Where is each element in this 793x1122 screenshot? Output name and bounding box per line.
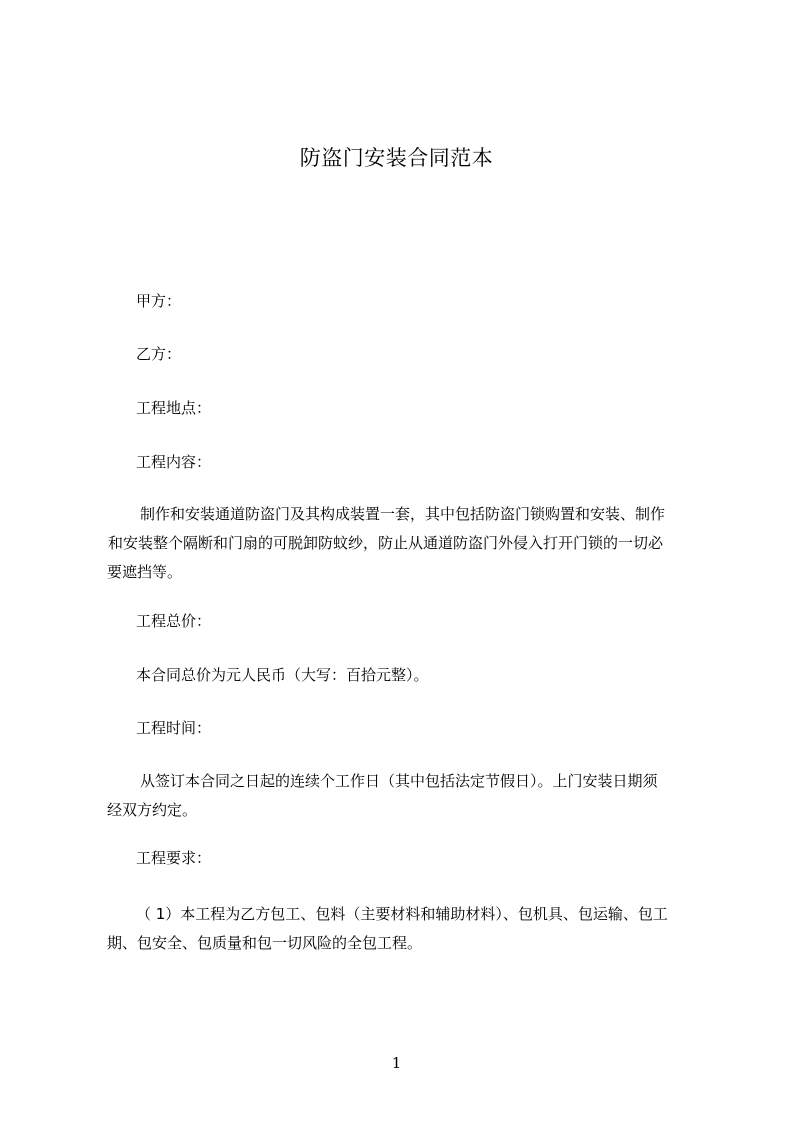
document-title: 防盗门安装合同范本 <box>299 146 494 170</box>
location-label: 工程地点： <box>136 399 212 417</box>
party-b-label: 乙方： <box>136 345 182 363</box>
content-label: 工程内容： <box>136 453 212 471</box>
total-price-text: 本合同总价为元人民币（大写：百拾元整）。 <box>136 666 429 684</box>
requirements-item-1-line-1: （ 1）本工程为乙方包工、包料（主要材料和辅助材料）、包机具、包运输、包工 <box>136 905 668 923</box>
content-paragraph <box>107 500 707 587</box>
total-price-label: 工程总价： <box>136 612 212 630</box>
content-line-3: 要遮挡等。 <box>107 563 183 581</box>
content-line-1: 制作和安装通道防盗门及其构成装置一套，其中包括防盗门锁购置和安装、制作 <box>140 505 666 523</box>
requirements-item-1 <box>107 900 707 958</box>
party-a-label: 甲方： <box>136 292 182 310</box>
requirements-label: 工程要求： <box>136 849 212 867</box>
content-line-2: 和安装整个隔断和门扇的可脱卸防蚊纱，防止从通道防盗门外侵入打开门锁的一切必 <box>108 534 664 552</box>
time-label: 工程时间： <box>136 719 212 737</box>
time-line-1: 从签订本合同之日起的连续个工作日（其中包括法定节假日）。上门安装日期须 <box>140 772 658 790</box>
time-paragraph <box>107 767 707 825</box>
requirements-item-1-line-2: 期、包安全、包质量和包一切风险的全包工程。 <box>107 934 423 952</box>
page-number: 1 <box>391 1054 402 1072</box>
time-line-2: 经双方约定。 <box>107 801 198 819</box>
